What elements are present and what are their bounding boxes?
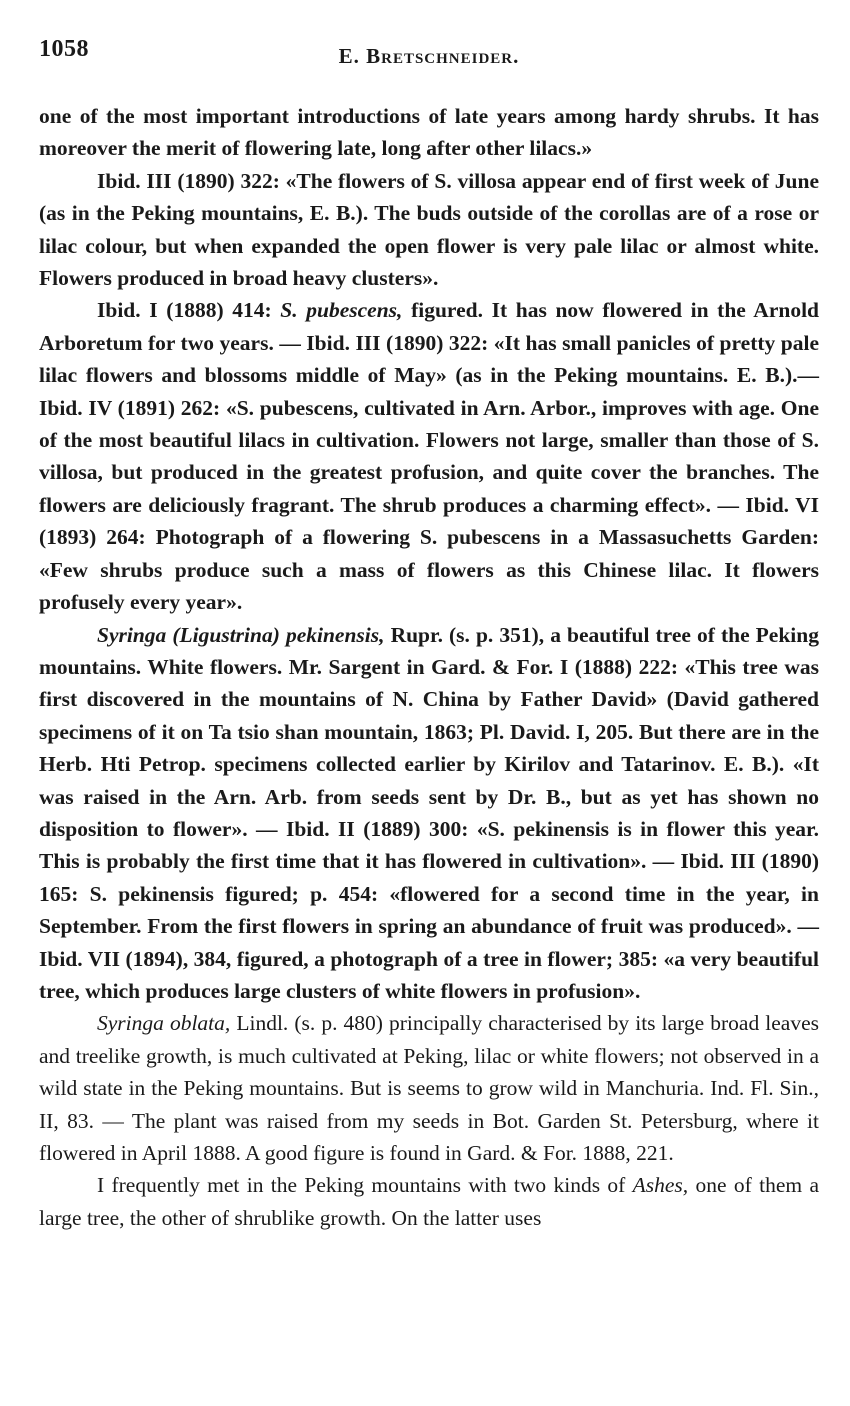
species-name: S. pubescens, [280,298,403,323]
paragraph-syringa-oblata [39,1007,819,1169]
paragraph-text: Ibid. III (1890) 322: «The flowers of S. villosa appear end of first week of June (as in the Peking mountains, E. B.). The buds outside of the corollas are of a rose or lilac colour, but when expanded the open flower is very pale lilac or almost white. Flowers produced in broad heavy clusters». [39,168,819,291]
species-name: Syringa (Ligustrina) pekinensis, [97,622,385,647]
paragraph-text: Rupr. (s. p. 351), a beautiful tree of the Peking mountains. White flowers. Mr. Sargent in Gard. & For. I (1888) 222: «This tree was first discovered in the mountains of N. China by Father David» (David gathered specimens of it on Ta tsio shan mountain, 1863; Pl. David. I, 205. But there are in the Herb. Hti Petrop. specimens collected earlier by Kirilov and Tatarinov. E. B.). «It was raised in the Arn. Arb. from seeds sent by Dr. B., but as yet has shown no disposition to flower». — Ibid. II (1889) 300: «S. pekinensis is in flower this year. This is probably the first time that it has flowered in cultivation». — Ibid. III (1890) 165: S. pekinensis figured; p. 454: «flowered for a second time in the year, in September. From the first flowers in spring an abundance of fruit was produced». — Ibid. VII (1894), 384, figured, a photograph of a tree in flower; 385: «a very beautiful tree, which produces large clusters of white flowers in profusion». [39,622,819,1003]
running-head: E. Bretschneider. [338,44,520,68]
paragraph-text: figured. It has now flowered in the Arnold Arboretum for two years. — Ibid. III (1890) 322: «It has small panicles of pretty pale lilac flowers and blossoms middle of May» (as in the Peking mountains. E. B.).—Ibid. IV (1891) 262: «S. pubescens, cultivated in Arn. Arbor., improves with age. One of the most beautiful lilacs in cultivation. Flowers not large, smaller than those of S. villosa, but produced in the greatest profusion, and quite cover the branches. The flowers are deliciously fragrant. The shrub produces a charming effect». — Ibid. VI (1893) 264: Photograph of a flowering S. pubescens in a Massasuchetts Garden: «Few shrubs produce such a mass of flowers as this Chinese lilac. It flowers profusely every year». [39,298,819,615]
paragraph-lead: I frequently met in the Peking mountains with two kinds of [97,1173,633,1198]
paragraph-text: one of them a large tree, the other of shrublike growth. On the latter uses [39,1173,819,1230]
page-number: 1058 [39,36,89,62]
paragraph-ibid-villosa [39,165,819,295]
paragraph-ashes [39,1169,819,1234]
paragraph-text: Lindl. (s. p. 480) principally characterised by its large broad leaves and treelike growth, is much cultivated at Peking, lilac or white flowers; not observed in a wild state in the Peking mountains. But is seems to grow wild in Manchuria. Ind. Fl. Sin., II, 83. — The plant was raised from my seeds in Bot. Garden St. Petersburg, where it flowered in April 1888. A good figure is found in Gard. & For. 1888, 221. [39,1011,819,1165]
paragraph-ibid-pubescens [39,294,819,618]
paragraph-syringa-pekinensis [39,619,819,1008]
document-page [39,36,819,1234]
paragraph-continuation [39,100,819,165]
plain-text-block [39,1007,819,1234]
bold-text-block [39,100,819,1007]
paragraph-lead: Ibid. I (1888) 414: [97,298,281,323]
paragraph-text: one of the most important introductions of late years among hardy shrubs. It has moreover the merit of flowering late, long after other lilacs.» [39,104,819,161]
page-header [39,36,819,76]
species-name: Ashes, [632,1173,689,1198]
species-name: Syringa oblata, [97,1011,231,1036]
